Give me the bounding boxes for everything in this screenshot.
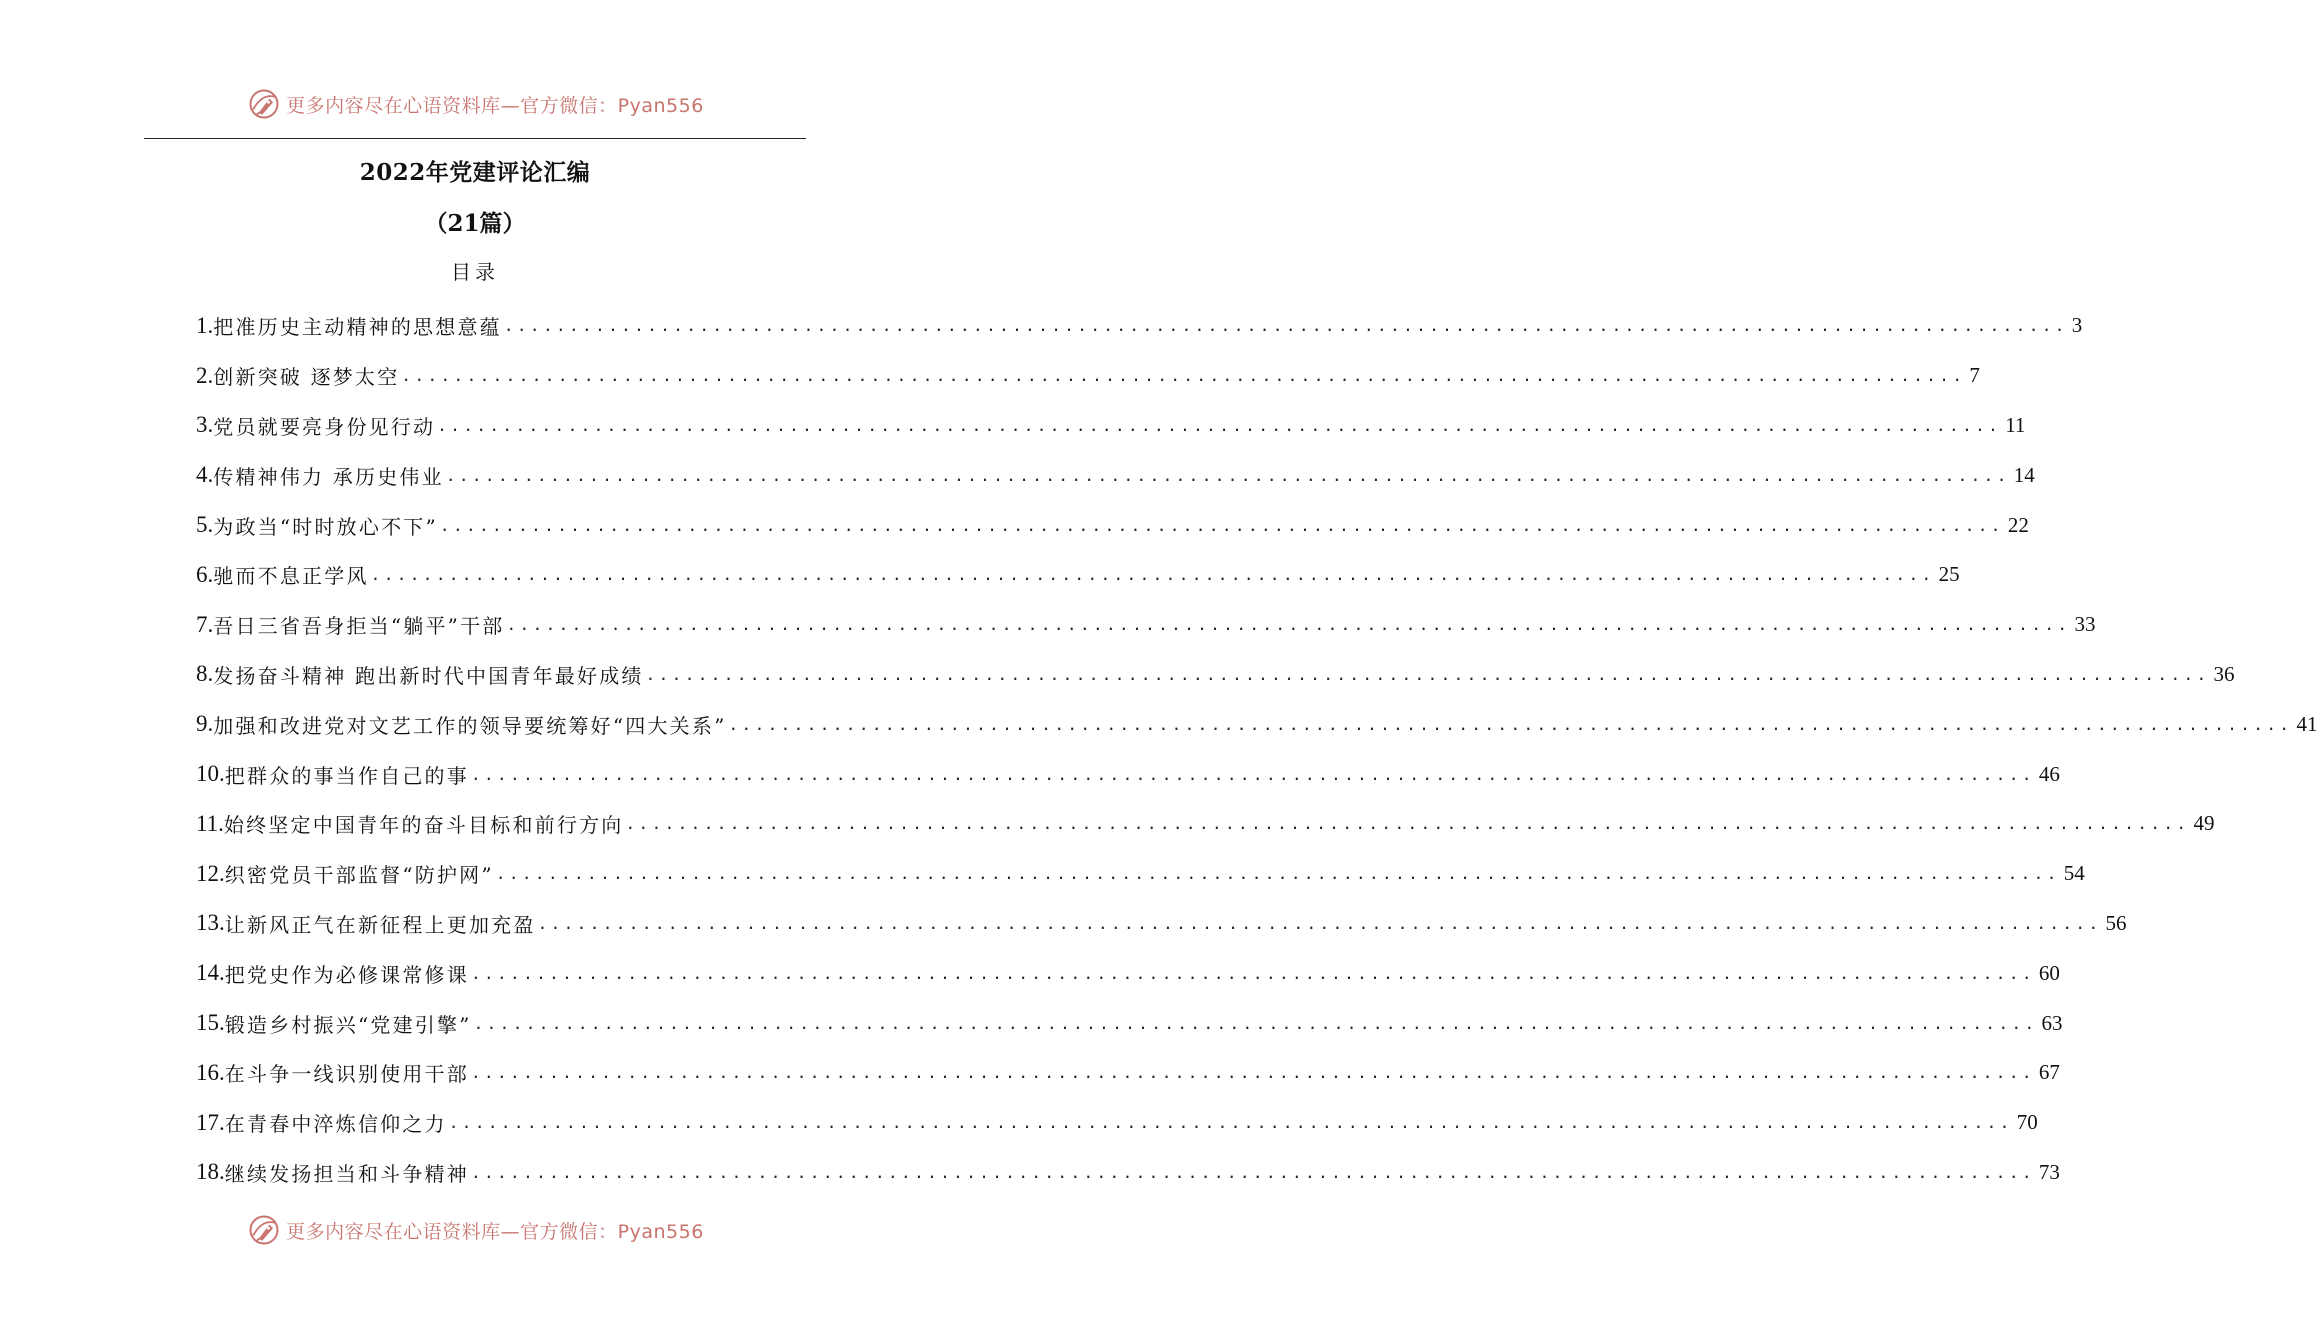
toc-entry-title: 继续发扬担当和斗争精神	[224, 1161, 469, 1186]
toc-entry-page-number: 70	[2016, 1110, 2038, 1135]
toc-entry-number: 18.	[196, 1159, 225, 1185]
toc-entry-title: 把党史作为必修课常修课	[224, 962, 469, 987]
toc-entry-page-number: 41	[2296, 711, 2317, 736]
toc-dot-leader: ........................................................................................................................	[728, 714, 2293, 734]
toc-entry-page-number: 56	[2105, 910, 2127, 935]
toc-entry-title: 发扬奋斗精神 跑出新时代中国青年最好成绩	[213, 663, 644, 688]
toc-dot-leader: ........................................................................................................................	[470, 963, 2035, 983]
toc-entry-title: 吾日三省吾身拒当“躺平”干部	[213, 614, 505, 639]
toc-entry-number: 8.	[196, 661, 214, 687]
toc-dot-leader: ........................................................................................................................	[537, 913, 2102, 933]
toc-entry-title: 创新突破 逐梦太空	[213, 365, 400, 390]
toc-entry[interactable]	[196, 1048, 2060, 1098]
toc-entry-page-number: 49	[2193, 811, 2215, 836]
toc-entry-number: 9.	[196, 711, 214, 737]
toc-dot-leader: ........................................................................................................................	[445, 465, 2010, 485]
toc-entry[interactable]	[196, 600, 2096, 650]
toc-entry-title: 传精神伟力 承历史伟业	[213, 464, 444, 489]
document-subtitle: （21篇）	[424, 210, 526, 237]
toc-dot-leader: ........................................................................................................................	[439, 515, 2004, 535]
toc-entry-title: 锻造乡村振兴“党建引擎”	[224, 1012, 472, 1037]
toc-entry-title: 把准历史主动精神的思想意蕴	[213, 315, 502, 340]
toc-dot-leader: ........................................................................................................................	[370, 565, 1935, 585]
toc-entry-page-number: 22	[2007, 512, 2029, 537]
toc-entry-title: 党员就要亮身份见行动	[213, 414, 436, 439]
toc-entry-page-number: 11	[2005, 412, 2026, 437]
toc-entry-title: 在斗争一线识别使用干部	[224, 1062, 469, 1087]
toc-dot-leader: ........................................................................................................................	[506, 615, 2071, 635]
header-banner	[0, 84, 950, 124]
toc-entry[interactable]	[196, 799, 2215, 849]
header-divider	[144, 138, 806, 139]
header-banner-text: 更多内容尽在心语资料库—官方微信：Pyan556	[286, 94, 704, 117]
toc-entry-page-number: 46	[2038, 761, 2060, 786]
toc-entry[interactable]	[196, 998, 2063, 1048]
toc-entry-number: 17.	[196, 1109, 225, 1135]
toc-entry-page-number: 60	[2038, 960, 2060, 985]
toc-entry-page-number: 7	[1969, 363, 1980, 388]
toc-dot-leader: ........................................................................................................................	[401, 366, 1966, 386]
toc-entry-page-number: 67	[2038, 1060, 2060, 1085]
toc-entry-page-number: 36	[2213, 661, 2235, 686]
toc-entry[interactable]	[196, 450, 2035, 500]
toc-entry-title: 加强和改进党对文艺工作的领导要统筹好“四大关系”	[213, 713, 727, 738]
toc-dot-leader: ........................................................................................................................	[470, 1063, 2035, 1083]
footer-banner-text: 更多内容尽在心语资料库—官方微信：Pyan556	[286, 1220, 704, 1243]
toc-dot-leader: ........................................................................................................................	[437, 415, 2002, 435]
toc-entry-number: 5.	[196, 512, 214, 538]
toc-entry-number: 15.	[196, 1010, 225, 1036]
toc-entry-number: 7.	[196, 611, 214, 637]
toc-entry-page-number: 63	[2041, 1010, 2063, 1035]
toc-dot-leader: ........................................................................................................................	[645, 664, 2210, 684]
table-of-contents	[196, 301, 2317, 1197]
toc-entry-title: 为政当“时时放心不下”	[213, 514, 438, 539]
toc-entry-title: 驰而不息正学风	[213, 564, 369, 589]
toc-entry[interactable]	[196, 948, 2060, 998]
pen-nib-swirl-logo-icon	[246, 1212, 282, 1248]
toc-entry-page-number: 14	[2013, 462, 2035, 487]
toc-entry-number: 11.	[196, 810, 224, 836]
toc-entry-title: 把群众的事当作自己的事	[224, 763, 469, 788]
toc-entry[interactable]	[196, 899, 2127, 949]
toc-entry-title: 让新风正气在新征程上更加充盈	[224, 912, 536, 937]
toc-entry[interactable]	[196, 1148, 2060, 1198]
toc-entry[interactable]	[196, 550, 1960, 600]
toc-entry[interactable]	[196, 301, 2083, 351]
toc-entry-page-number: 73	[2038, 1159, 2060, 1184]
toc-entry-page-number: 25	[1938, 562, 1960, 587]
toc-entry[interactable]	[196, 1098, 2038, 1148]
footer-banner	[0, 1210, 950, 1250]
toc-entry-number: 6.	[196, 561, 214, 587]
toc-dot-leader: ........................................................................................................................	[473, 1013, 2038, 1033]
toc-heading: 目录	[451, 260, 499, 284]
pen-nib-swirl-logo-icon	[246, 86, 282, 122]
toc-entry[interactable]	[196, 699, 2317, 749]
toc-dot-leader: ........................................................................................................................	[503, 316, 2068, 336]
toc-dot-leader: ........................................................................................................................	[448, 1113, 2013, 1133]
toc-entry[interactable]	[196, 401, 2026, 451]
toc-entry[interactable]	[196, 351, 1980, 401]
toc-entry-number: 3.	[196, 412, 214, 438]
toc-entry-number: 1.	[196, 312, 214, 338]
toc-entry-number: 4.	[196, 462, 214, 488]
toc-entry-number: 2.	[196, 362, 214, 388]
toc-entry-title: 在青春中淬炼信仰之力	[224, 1112, 447, 1137]
toc-entry[interactable]	[196, 650, 2235, 700]
document-title: 2022年党建评论汇编	[359, 159, 591, 186]
toc-entry-number: 16.	[196, 1059, 225, 1085]
toc-entry-title: 织密党员干部监督“防护网”	[224, 863, 494, 888]
toc-dot-leader: ........................................................................................................................	[470, 764, 2035, 784]
toc-entry-title: 始终坚定中国青年的奋斗目标和前行方向	[223, 813, 624, 838]
toc-entry-number: 10.	[196, 761, 225, 787]
toc-entry[interactable]	[196, 849, 2085, 899]
toc-dot-leader: ........................................................................................................................	[625, 814, 2190, 834]
toc-entry-page-number: 54	[2063, 861, 2085, 886]
toc-dot-leader: ........................................................................................................................	[495, 864, 2060, 884]
toc-dot-leader: ........................................................................................................................	[470, 1162, 2035, 1182]
toc-entry-number: 13.	[196, 910, 225, 936]
toc-entry[interactable]	[196, 500, 2029, 550]
toc-entry-number: 14.	[196, 960, 225, 986]
toc-entry-number: 12.	[196, 860, 225, 886]
toc-entry-page-number: 33	[2074, 612, 2096, 637]
toc-entry[interactable]	[196, 749, 2060, 799]
toc-entry-page-number: 3	[2071, 313, 2083, 338]
